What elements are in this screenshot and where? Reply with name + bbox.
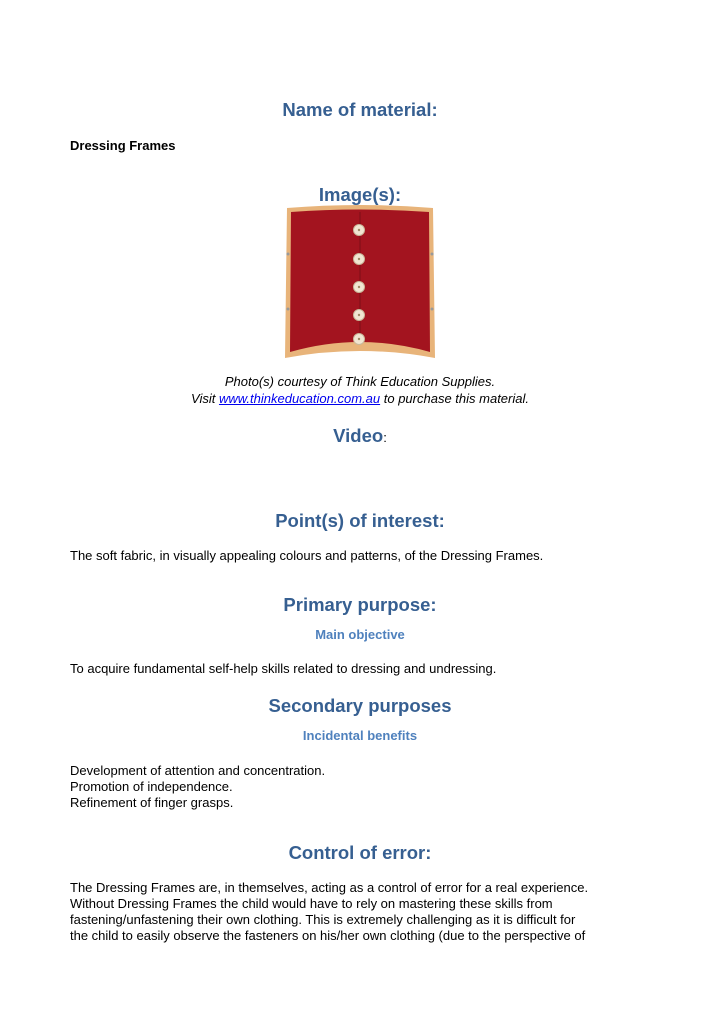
screw <box>431 253 434 256</box>
screw <box>431 308 434 311</box>
list-item: Promotion of independence. <box>70 779 233 794</box>
control-line: The Dressing Frames are, in themselves, acting as a control of error for a real experience. <box>70 880 589 895</box>
secondary-subheading: Incidental benefits <box>302 728 418 743</box>
list-item: Refinement of finger grasps. <box>70 795 234 810</box>
video-colon: : <box>383 430 387 445</box>
images-heading: Image(s): <box>318 184 402 205</box>
control-line: Without Dressing Frames the child would have to rely on mastering these skills from <box>70 896 553 911</box>
dressing-frame-photo <box>283 204 437 362</box>
screw <box>287 308 290 311</box>
control-text <box>70 880 690 944</box>
caption-visit: Visit <box>191 391 216 406</box>
think-education-link[interactable]: www.thinkeducation.com.au <box>218 391 381 406</box>
screw <box>287 253 290 256</box>
caption-suffix: to purchase this material. <box>383 391 529 406</box>
primary-heading: Primary purpose: <box>283 594 437 615</box>
dressing-frame-image <box>283 204 437 362</box>
photo-visit-line <box>0 390 720 407</box>
video-heading <box>0 425 720 449</box>
control-heading: Control of error: <box>288 842 432 863</box>
control-line: fastening/unfastening their own clothing. This is extremely challenging as it is difficult for <box>70 912 576 927</box>
photo-credit: Photo(s) courtesy of Think Education Supplies. <box>224 374 496 389</box>
list-item: Development of attention and concentration. <box>70 763 326 778</box>
material-name: Dressing Frames <box>70 138 176 153</box>
primary-text: To acquire fundamental self-help skills related to dressing and undressing. <box>70 661 497 676</box>
control-line: the child to easily observe the fasteners on his/her own clothing (due to the perspective of <box>70 928 586 943</box>
secondary-heading: Secondary purposes <box>268 695 452 716</box>
primary-subheading: Main objective <box>315 627 405 642</box>
material-heading: Name of material: <box>282 99 438 120</box>
secondary-list <box>70 763 660 811</box>
interest-heading: Point(s) of interest: <box>275 510 445 531</box>
interest-text: The soft fabric, in visually appealing colours and patterns, of the Dressing Frames. <box>70 548 544 563</box>
video-heading-text: Video <box>333 425 384 446</box>
